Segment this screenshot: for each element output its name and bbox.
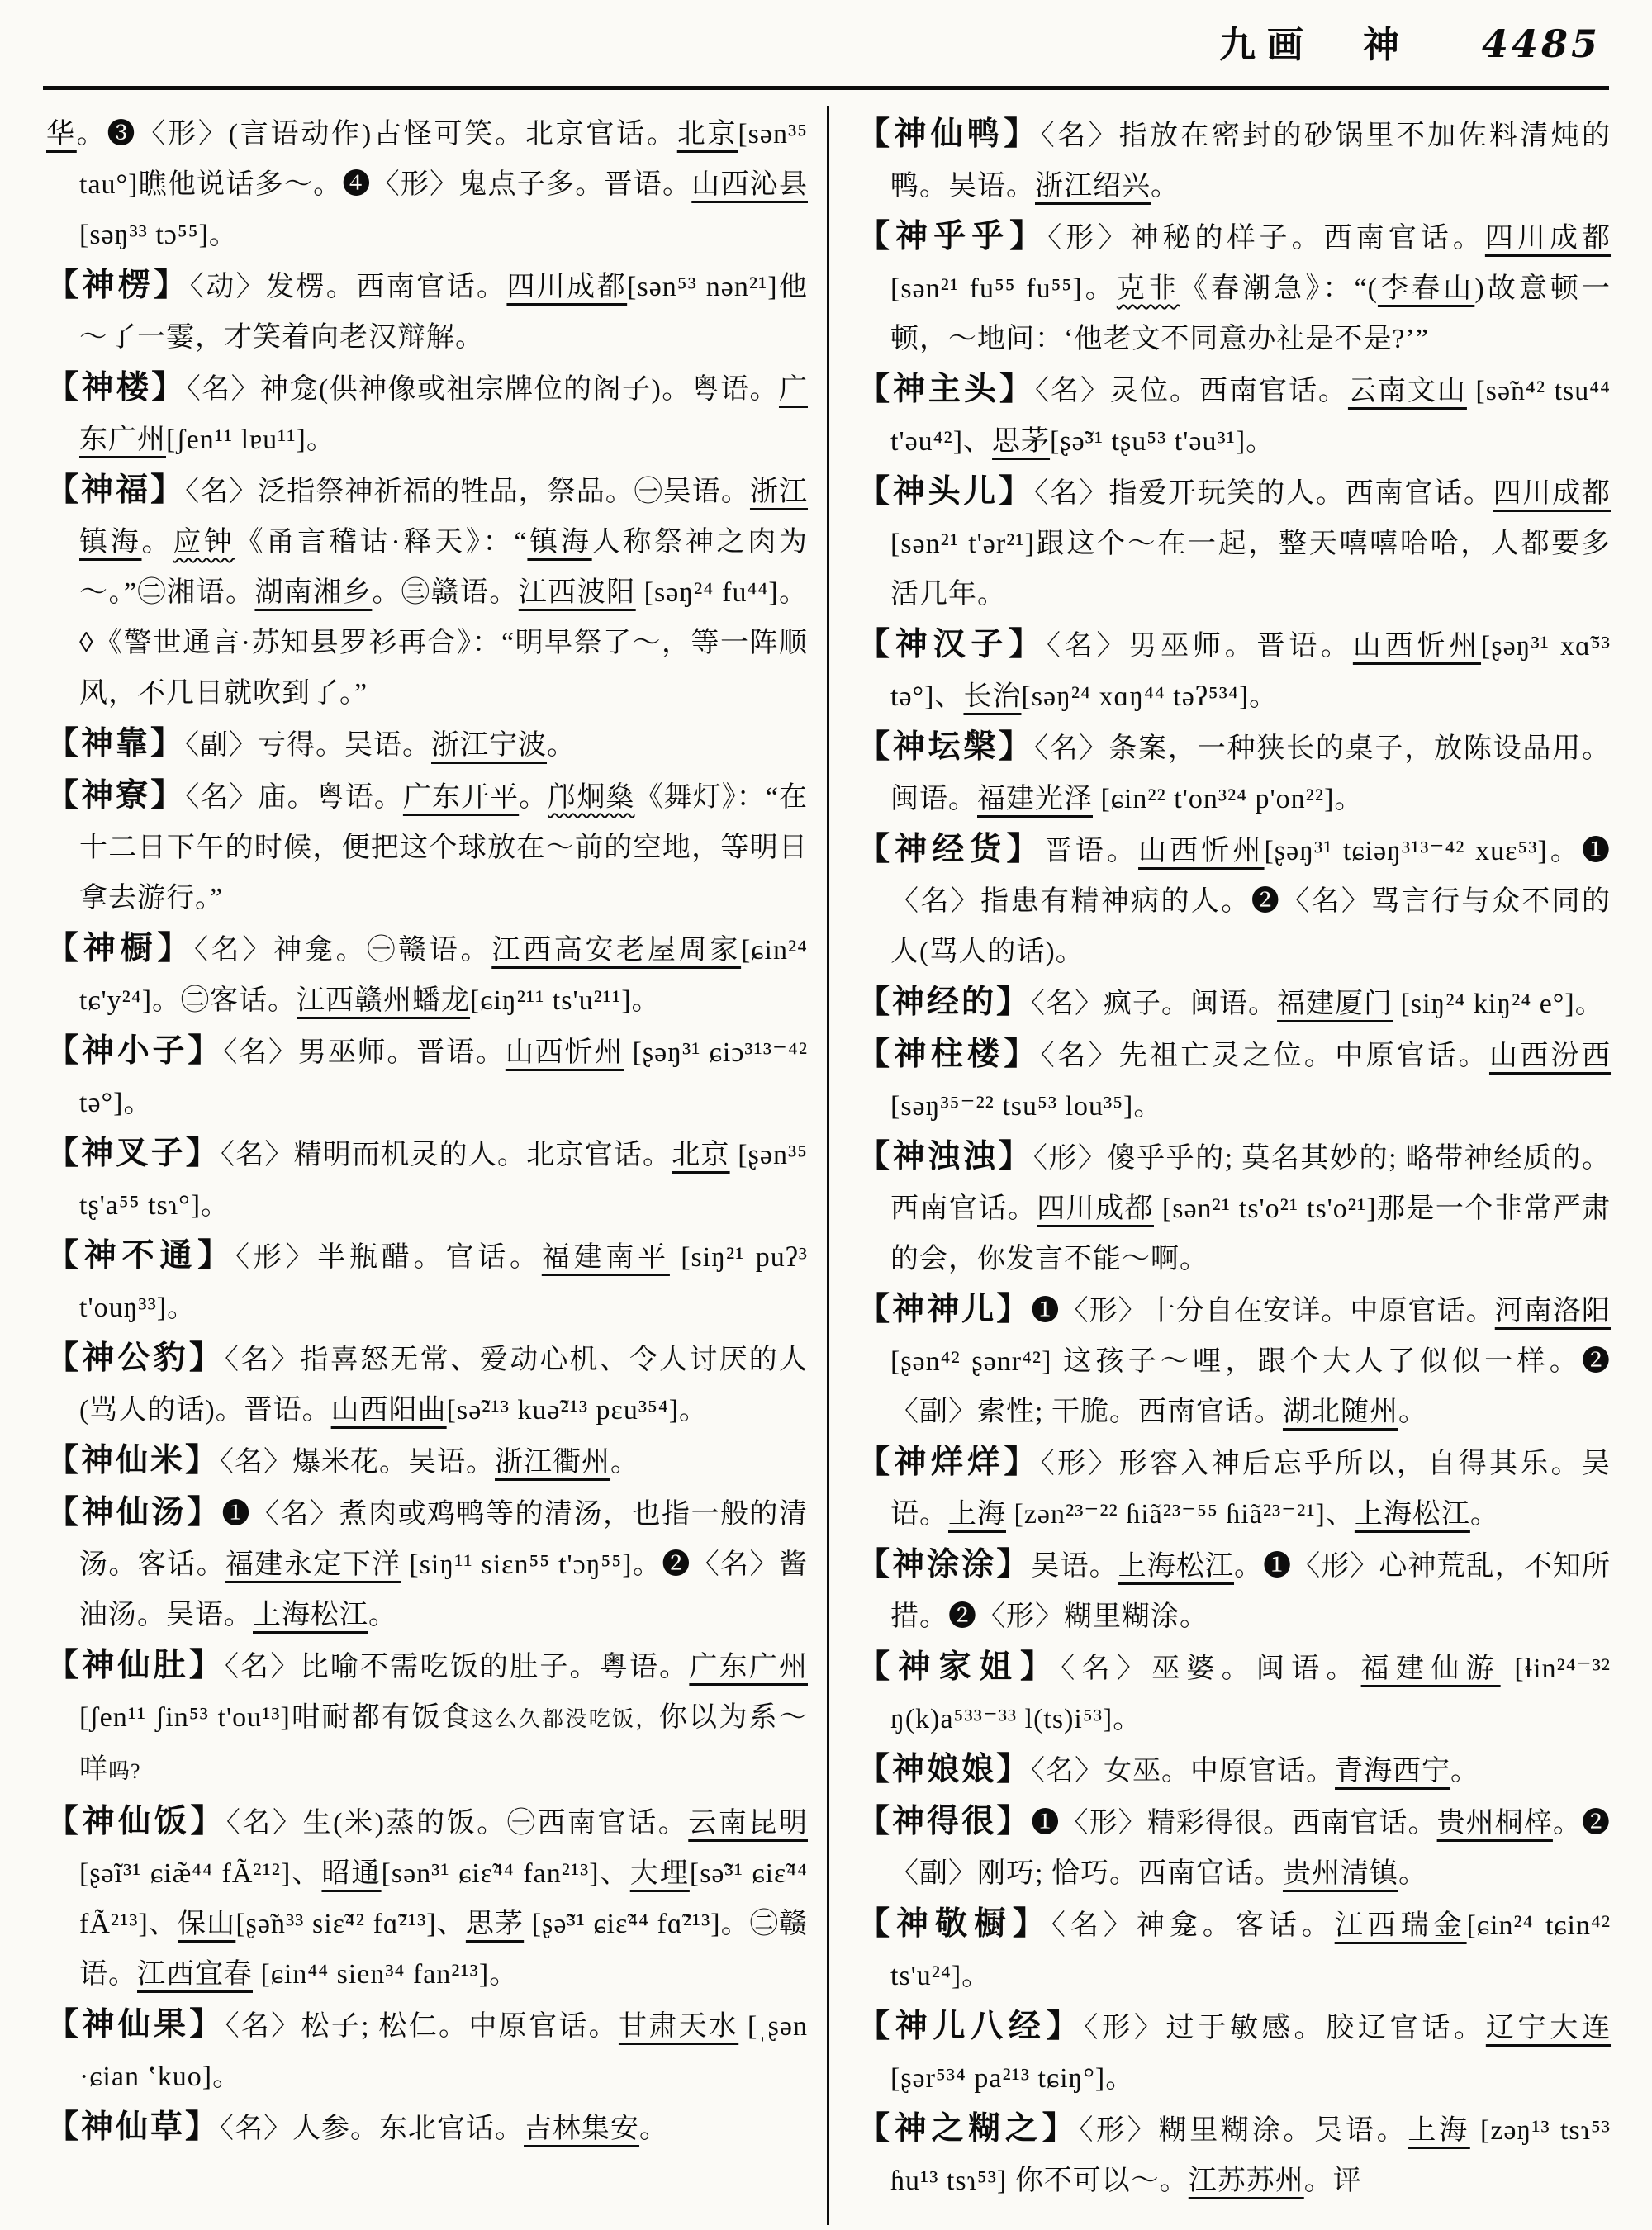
place-name: 青海西宁 [1335,1756,1451,1786]
entry-text: 吗? [108,1759,141,1783]
entry-headword: 【神头儿】 [857,474,1034,510]
dict-entry [46,1640,808,1796]
dict-entry [857,1540,1611,1642]
place-name: 浙江衢州 [495,1447,611,1478]
entry-text: ❶〈名〉煮肉或鸡鸭等的清汤，也指一般的清汤。客话。 [79,1499,808,1580]
entry-headword: 【神经货】 [857,832,1044,867]
place-name: 上海松江 [1118,1551,1235,1582]
place-name: 山西忻州 [505,1037,624,1068]
place-name: 思茅 [992,426,1051,457]
dict-entry [46,1128,808,1231]
entry-headword: 【神仙鸭】 [857,116,1041,152]
place-name: 江西瑞金 [1334,1910,1467,1941]
entry-headword: 【神仙肚】 [46,1648,225,1683]
entry-text: [sən⁵³ nən²¹]他～了一霎，才笑着向老汉辩解。 [79,272,809,353]
entry-headword: 【神烊烊】 [857,1445,1041,1480]
entry-text: 〈名〉爆米花。吴语。 [220,1447,496,1478]
entry-headword: 【神小子】 [46,1033,224,1069]
place-name: 北京 [672,1140,730,1170]
entry-headword: 【神叉子】 [46,1136,221,1171]
entry-text: [ʃen¹¹ ʃin⁵³ t'ou¹³]咁耐都有饭食 [79,1702,472,1733]
entry-text: 。 [1398,1858,1427,1889]
entry-text: 。 [639,2114,669,2144]
dict-entry [46,1231,808,1333]
entry-text: 〈动〉发楞。西南官话。 [189,272,507,302]
place-name: 吉林集安 [524,2114,640,2144]
entry-text: 《舞灯》：“在十二日下午的时候，便把这个球放在～前的空地，等明日拿去游行。” [79,782,809,913]
entry-text: 。 [1469,1499,1499,1530]
entry-text: [sən²¹ fu⁵⁵ fu⁵⁵]。 [890,273,1117,304]
entry-text: [ʂən³⁵ tʂ'a⁵⁵ tsɿ°]。 [79,1140,808,1221]
entry-headword: 【神仙汤】 [46,1495,222,1530]
entry-headword: 【神经的】 [857,985,1032,1020]
entry-text: [siŋ¹¹ siɛn⁵⁵ t'ɔŋ⁵⁵]。❷〈名〉酱油汤。吴语。 [79,1549,808,1630]
entry-text: [ʂə̃ĩ³¹ ɕiæ̃⁴⁴ fÃ²¹²]、 [79,1858,322,1889]
entry-text: [ɬin²⁴⁻³² ŋ(k)a⁵³³⁻³³ l(ts)i⁵³]。 [890,1654,1611,1734]
entry-text: 〈名〉松子; 松仁。中原官话。 [225,2011,619,2042]
entry-headword: 【神仙草】 [46,2109,221,2145]
place-name: 浙江镇海 [79,477,809,558]
place-name: 山西汾西 [1488,1041,1612,1071]
dict-entry [46,719,808,771]
dict-entry [857,467,1611,619]
place-name: 云南昆明 [688,1808,808,1839]
dict-entry [857,977,1611,1029]
entry-text: 〈名〉人参。东北官话。 [220,2114,525,2144]
dict-entry [46,1333,808,1435]
entry-text: 〈形〉过于敏感。胶辽官话。 [1084,2013,1486,2043]
left-column [46,109,808,2154]
entry-text: 〈形〉傻乎乎的; 莫名其妙的; 略带神经质的。西南官话。 [890,1143,1611,1224]
dict-entry [857,1284,1611,1437]
entry-text: [siŋ²¹ puʔ³ t'ouŋ³³]。 [79,1242,808,1323]
entry-headword: 【神主头】 [857,372,1035,407]
place-name: 福建厦门 [1277,989,1393,1019]
dict-entry [857,1899,1611,2001]
entry-headword: 【神寮】 [46,778,186,814]
entry-text: 〈名〉男巫师。晋语。 [223,1037,506,1068]
entry-text: 。㊂赣语。 [372,577,519,608]
place-name: 福建光泽 [977,784,1093,814]
place-name: 山西阳曲 [330,1395,447,1426]
dict-entry [46,363,808,465]
entry-text: [ʂən⁴² ʂənr⁴²] 这孩子～哩，跟个大人了似似一样。❷〈副〉索性; 干脆。西南官话。 [890,1346,1611,1427]
dict-entry [46,2102,808,2154]
entry-text: 人称祭神之肉为～。”㊁湘语。 [79,527,809,608]
dict-entry [857,211,1611,364]
entry-headword: 【神家姐】 [857,1649,1061,1685]
entry-text: 你以为系～咩 [79,1702,808,1785]
entry-headword: 【神儿八经】 [857,2009,1085,2044]
entry-text: 〈名〉神龛(供神像或祖宗牌位的阁子)。粤语。 [186,374,779,405]
header-rule [43,86,1609,90]
dict-entry [46,465,808,719]
place-name: 江西赣州蟠龙 [297,985,471,1016]
dict-entry [46,109,808,260]
entry-headword: 【神神儿】 [857,1292,1032,1327]
entry-text: ❶〈形〉精彩得很。西南官话。 [1031,1808,1437,1839]
place-name: 浙江绍兴 [1035,171,1151,202]
place-name: 福建永定下洋 [225,1549,401,1580]
entry-headword: 【神仙饭】 [46,1804,226,1839]
dict-entry [857,1642,1611,1744]
place-name: 四川成都 [1493,478,1611,509]
entry-text: [ɕin⁴⁴ sien³⁴ fan²¹³]。 [253,1959,519,1990]
entry-headword: 【神汉子】 [857,627,1047,662]
dict-entry [857,2001,1611,2104]
entry-text: 〈形〉半瓶醋。官话。 [235,1242,542,1273]
page-header [1219,15,1601,68]
place-name: 广东广州 [689,1652,808,1682]
entry-text: 这么久都没吃饭， [472,1707,659,1731]
dict-entry [857,1029,1611,1132]
person-name: 克非 [1116,273,1180,304]
place-name: 福建南平 [541,1242,670,1273]
entry-text: 〈名〉先祖亡灵之位。中原官话。 [1040,1041,1489,1071]
entry-text: 〈名〉指喜怒无常、爱动心机、令人讨厌的人(骂人的话)。晋语。 [79,1345,808,1426]
place-name: 贵州桐梓 [1436,1808,1553,1839]
place-name: 江西高安老屋周家 [491,935,742,966]
entry-text: 晋语。 [1043,836,1139,866]
dict-entry [46,2000,808,2102]
entry-text: 《甬言稽诂·释天》：“ [235,527,528,558]
place-name: 上海松江 [1354,1499,1470,1530]
entry-text: 〈名〉神龛。客话。 [1051,1910,1335,1941]
place-name: 长治 [963,681,1022,712]
place-name: 山西忻州 [1352,631,1482,662]
entry-text: 。 [519,782,548,813]
entry-headword: 【神浊浊】 [857,1139,1033,1174]
dict-entry [46,1026,808,1128]
place-name: 江苏苏州 [1188,2166,1304,2196]
entry-text: 〈名〉指放在密封的砂锅里不加佐料清炖的鸭。吴语。 [890,121,1611,202]
entry-text: )故意顿一顿，～地问：‘他老文不同意办社是不是?’” [890,273,1612,354]
entry-headword: 【神楞】 [46,268,190,303]
entry-text: [ʃen¹¹ lɐu¹¹]。 [166,425,335,455]
entry-headword: 【神靠】 [46,726,186,762]
place-name: 四川成都 [1484,223,1612,254]
entry-text: [ɕin²⁴ tɕin⁴² ts'u²⁴]。 [890,1910,1612,1991]
entry-headword: 【神公豹】 [46,1340,225,1376]
entry-text: 〈名〉巫婆。闽语。 [1061,1654,1361,1684]
entry-text: [ʂər⁵³⁴ pa²¹³ tɕiŋ°]。 [890,2063,1135,2094]
entry-text: 。 [1450,1756,1480,1786]
place-name: 河南洛阳 [1494,1296,1611,1326]
entry-headword: 【神橱】 [46,931,194,966]
entry-text: 〈形〉形容入神后忘乎所以，自得其乐。吴语。 [890,1449,1611,1530]
entry-headword: 【神娘娘】 [857,1752,1032,1787]
place-name: 四川成都 [506,272,628,302]
dict-entry [857,1132,1611,1284]
place-name: 湖北随州 [1282,1397,1398,1427]
entry-headword: 【神仙米】 [46,1443,221,1478]
dict-entry [46,1487,808,1640]
dict-entry [46,771,808,923]
person-name: 邝炯燊 [548,782,635,813]
entry-text: 〈名〉神龛。㊀赣语。 [193,935,492,966]
entry-text: [ʂəŋ³¹ ɕiɔ³¹³⁻⁴² tə°]。 [79,1037,809,1118]
dict-entry [857,364,1611,467]
entry-text: 〈名〉庙。粤语。 [185,782,403,813]
entry-text: 。 [141,527,173,558]
entry-text: 〈名〉指爱开玩笑的人。西南官话。 [1033,478,1493,509]
entry-headword: 【神乎乎】 [857,219,1048,254]
place-name: 思茅 [465,1909,525,1939]
place-name: 保山 [178,1909,236,1939]
entry-text: 〈名〉比喻不需吃饭的肚子。粤语。 [225,1652,690,1682]
entry-text: [sə̃n⁴² tsu⁴⁴ t'əu⁴²]、 [890,376,1611,457]
right-column [857,109,1611,2206]
running-head: 九画 神 [1218,25,1411,65]
page-number: 4485 [1481,21,1601,66]
entry-headword: 【神楼】 [46,370,187,406]
dict-entry [46,1435,808,1487]
entry-headword: 【神不通】 [46,1238,235,1274]
entry-text: [ʂə̃³¹ tʂu⁵³ t'əu³¹]。 [1050,426,1275,457]
entry-text: [sən²¹ ts'o²¹ ts'o²¹]那是一个非常严肃的会，你发言不能～啊。 [890,1193,1612,1274]
person-name: 应钟 [173,527,235,558]
entry-text: 〈形〉神秘的样子。西南官话。 [1047,223,1485,254]
place-name: 云南文山 [1347,376,1467,406]
dict-entry [857,824,1611,977]
dict-entry [857,1796,1611,1899]
entry-text: 〈副〉亏得。吴语。 [185,730,432,761]
place-name: 上海松江 [253,1600,368,1630]
entry-text: [səŋ³³ tɔ⁵⁵]。 [79,220,238,250]
entry-headword: 【神柱楼】 [857,1037,1041,1072]
entry-text: 。❸〈形〉(言语动作)古怪可笑。北京官话。 [76,119,677,149]
place-name: 广东开平 [402,782,520,813]
entry-text: [sən³¹ ɕiɛ̃⁴⁴ fan²¹³]、 [381,1858,630,1889]
place-name: 贵州清镇 [1282,1858,1398,1889]
dict-entry [46,1796,808,2000]
entry-text: [ʂəŋ³¹ xɑ̃⁵³ tə°]、 [890,631,1611,712]
place-name: 昭通 [321,1858,382,1889]
place-name: 上海 [948,1499,1006,1530]
entry-text: 〈名〉女巫。中原官话。 [1031,1756,1336,1786]
place-name: 浙江宁波 [431,730,548,761]
dict-entry [46,923,808,1026]
dict-entry [857,2104,1611,2206]
entry-text: [ˌʂən ·ɕian ʽkuo]。 [79,2011,808,2092]
place-name: 湖南湘乡 [254,577,373,608]
entry-text: 〈名〉条案，一种狭长的桌子，放陈设品用。闽语。 [890,733,1611,814]
entry-headword: 【神得很】 [857,1804,1032,1839]
entry-text: [ʂə̃³¹ ɕiɛ̃⁴⁴ fɑ̃²¹³]。㊁赣语。 [79,1909,809,1990]
place-name: 镇海 [527,527,592,558]
place-name: 辽宁大连 [1485,2013,1612,2043]
entry-text: 〈名〉男巫师。晋语。 [1046,631,1353,662]
entry-headword: 【神坛槃】 [857,729,1034,765]
entry-text: 。 [547,730,577,761]
entry-text: 。❶〈形〉心神荒乱，不知所措。❷〈形〉糊里糊涂。 [890,1551,1612,1632]
entry-headword: 【神福】 [46,472,186,508]
entry-text: [ɕiŋ²¹¹ ts'u²¹¹]。 [470,985,661,1016]
entry-text: [ʂəŋ³¹ tɕiəŋ³¹³⁻⁴² xuɛ⁵³]。❶〈名〉指患有精神病的人。❷〈名〉骂言行与众不同的人(骂人的话)。 [890,836,1612,967]
place-name: 福建仙游 [1360,1654,1501,1684]
place-name: 江西宜春 [137,1959,253,1990]
entry-text: [sən²¹ t'ər²¹]跟这个～在一起，整天嘻嘻哈哈，人都要多活几年。 [890,529,1611,610]
entry-text: 。 [1151,171,1180,202]
place-name: 北京 [676,119,738,149]
entry-text: [ɕin²⁴ tɕ'y²⁴]。㊁客话。 [79,935,809,1016]
column-divider [827,106,829,2225]
entry-text: 〈形〉糊里糊涂。吴语。 [1079,2115,1408,2146]
entry-text: [ɕin²² t'on³²⁴ p'on²²]。 [1093,784,1364,814]
entry-text: 。 [1398,1397,1427,1427]
entry-text: 〈名〉生(米)蒸的饭。㊀西南官话。 [225,1808,689,1839]
dict-entry [857,722,1611,824]
entry-text: 〈名〉泛指祭神祈福的牲品，祭品。㊀吴语。 [185,477,750,507]
place-name: 大理 [629,1858,690,1889]
entry-text: [zən²³⁻²² ɦiã²³⁻⁵⁵ ɦiã²³⁻²¹]、 [1006,1499,1355,1530]
entry-text: 〈名〉精明而机灵的人。北京官话。 [221,1140,672,1170]
place-name: 李春山 [1377,273,1475,304]
entry-headword: 【神涂涂】 [857,1547,1032,1582]
entry-text: 。 [368,1600,397,1630]
dict-entry [857,1437,1611,1540]
entry-text: 。 [610,1447,640,1478]
dict-entry [857,109,1611,211]
entry-text: 。评 [1303,2166,1362,2196]
place-name: 华 [46,119,77,149]
place-name: 四川成都 [1037,1193,1154,1224]
entry-text: [zəŋ¹³ tsɿ⁵³ ɦu¹³ tsɿ⁵³] 你不可以～。 [890,2115,1612,2196]
entry-headword: 【神之糊之】 [857,2111,1080,2147]
entry-text: 《春潮急》：“( [1179,273,1378,304]
place-name: 甘肃天水 [618,2011,739,2042]
entry-text: [sə̃³¹ ɕiɛ̃⁴⁴ fÃ²¹³]、 [79,1858,808,1939]
entry-text: 。❷〈副〉刚巧; 恰巧。西南官话。 [890,1808,1612,1889]
entry-text: 吴语。 [1031,1551,1118,1582]
entry-text: 〈名〉灵位。西南官话。 [1034,376,1348,406]
place-name: 上海 [1408,2115,1470,2146]
entry-headword: 【神仙果】 [46,2007,225,2043]
entry-text: [səŋ³⁵⁻²² tsu⁵³ lou³⁵]。 [890,1091,1163,1122]
entry-text: [səŋ²⁴ fu⁴⁴]。◊《警世通言·苏知县罗衫再合》：“明早祭了～，等一阵顺风，不几日就吹到了。” [79,577,809,709]
place-name: 山西忻州 [1138,836,1265,866]
dict-entry [46,260,808,363]
entry-text: [siŋ²⁴ kiŋ²⁴ e°]。 [1393,989,1604,1019]
place-name: 江西波阳 [518,577,636,608]
place-name: 广东广州 [79,374,808,455]
place-name: 山西沁县 [691,169,808,200]
entry-text: [sə̃²¹³ kuə̃²¹³ pɛu³⁵⁴]。 [446,1395,709,1426]
dict-entry [857,1744,1611,1796]
entry-text: ❶〈形〉十分自在安详。中原官话。 [1031,1296,1495,1326]
entry-headword: 【神敬橱】 [857,1906,1051,1942]
entry-text: [ʂə̃n³³ siɛ̃⁴² fɑ̃²¹³]、 [235,1909,466,1939]
entry-text: [sən³⁵ tau°]瞧他说话多～。❹〈形〉鬼点子多。晋语。 [79,119,809,200]
dict-entry [857,619,1611,722]
entry-text: 〈名〉疯子。闽语。 [1031,989,1278,1019]
entry-text: [səŋ²⁴ xɑŋ⁴⁴ təʔ⁵³⁴]。 [1021,681,1279,712]
